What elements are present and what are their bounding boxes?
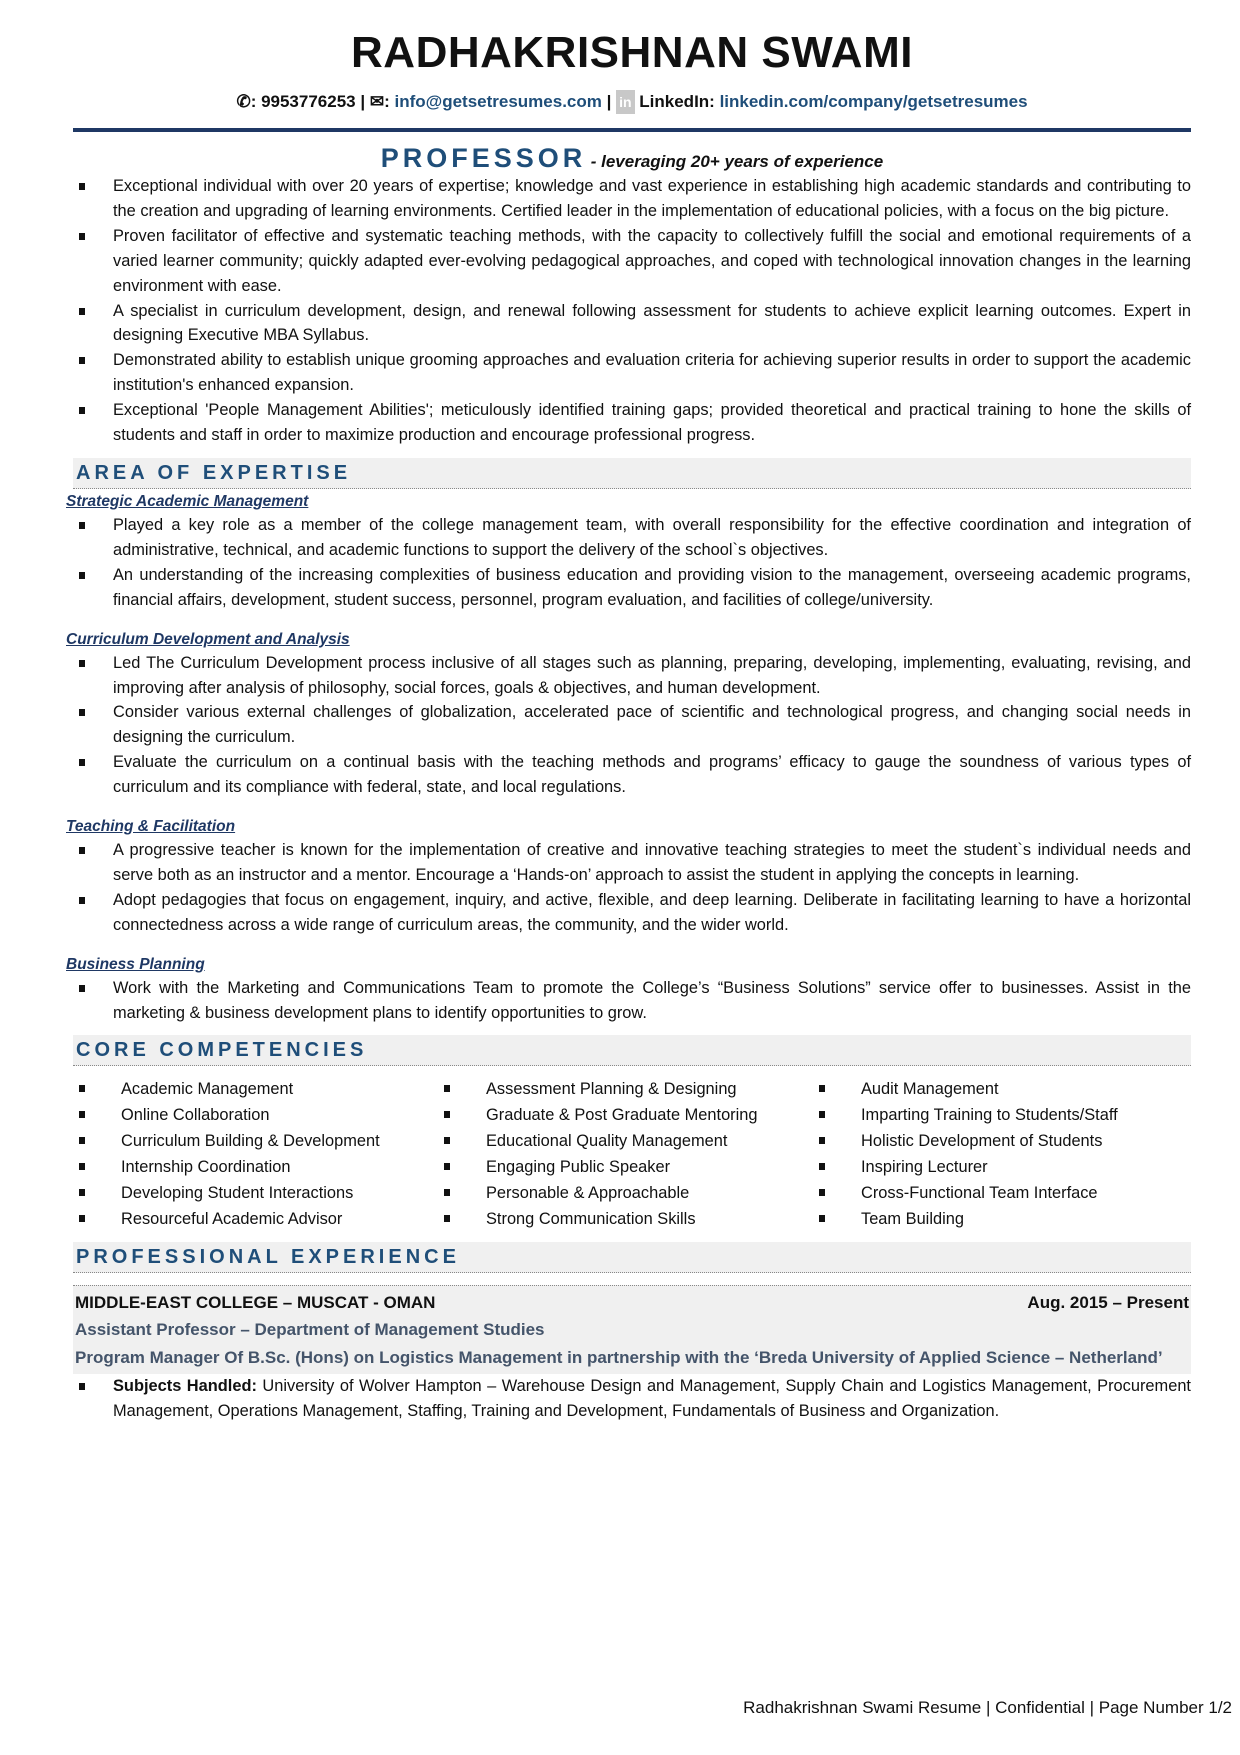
competency: Educational Quality Management bbox=[438, 1128, 813, 1154]
page-footer: Radhakrishnan Swami Resume | Confidential | Page Number 1/2 bbox=[743, 1698, 1232, 1717]
competency: Internship Coordination bbox=[73, 1154, 438, 1180]
summary-item: Exceptional individual with over 20 years of expertise; knowledge and vast experience in establishing high academic standards and contributing to the creation and upgrading of learning environments. Certified leader in the implementation of educational policies, with a focus on the big picture. bbox=[73, 174, 1191, 224]
competency: Graduate & Post Graduate Mentoring bbox=[438, 1102, 813, 1128]
expertise-list bbox=[73, 651, 1191, 800]
subheading: Business Planning bbox=[66, 955, 205, 973]
resume-page bbox=[66, 0, 1191, 1424]
contact-line bbox=[73, 90, 1191, 114]
job-subjects bbox=[73, 1374, 1191, 1424]
summary-item: Exceptional 'People Management Abilities'; meticulously identified training gaps; provided theoretical and practical training to hone the skills of students and staff in order to maximize production and encourage professional progress. bbox=[73, 398, 1191, 448]
subheading: Strategic Academic Management bbox=[66, 492, 309, 510]
list-item: Work with the Marketing and Communications Team to promote the College’s “Business Solutions” service offer to businesses. Assist in the marketing & business development plans to identify opportunities to grow. bbox=[73, 976, 1191, 1026]
linkedin-label: LinkedIn: bbox=[639, 92, 720, 111]
section-heading-competencies: CORE COMPETENCIES bbox=[73, 1035, 1191, 1066]
competency: Engaging Public Speaker bbox=[438, 1154, 813, 1180]
list-item: A progressive teacher is known for the implementation of creative and innovative teaching strategies to meet the student`s individual needs and serve both as an instructor and a mentor. Encourage a ‘Hands-on’ approach to assist the student in applying the concepts in learning. bbox=[73, 838, 1191, 888]
competency: Resourceful Academic Advisor bbox=[73, 1206, 438, 1232]
subjects-label: Subjects Handled: bbox=[113, 1377, 257, 1396]
expertise-list bbox=[73, 838, 1191, 938]
list-item: Played a key role as a member of the college management team, with overall responsibility for the effective coordination and integration of administrative, technical, and academic functions to support the delivery of the school`s objectives. bbox=[73, 513, 1191, 563]
competency: Online Collaboration bbox=[73, 1102, 438, 1128]
competency: Developing Student Interactions bbox=[73, 1180, 438, 1206]
competency: Audit Management bbox=[813, 1076, 1183, 1102]
job-organization: MIDDLE-EAST COLLEGE – MUSCAT - OMAN bbox=[75, 1293, 436, 1313]
competency: Team Building bbox=[813, 1206, 1183, 1232]
separator: | bbox=[601, 92, 617, 111]
competency: Inspiring Lecturer bbox=[813, 1154, 1183, 1180]
competency: Academic Management bbox=[73, 1076, 438, 1102]
list-item: Evaluate the curriculum on a continual basis with the teaching methods and programs’ efficacy to gauge the soundness of various types of curriculum and its compliance with federal, state, and local regulations. bbox=[73, 750, 1191, 800]
list-item: An understanding of the increasing complexities of business education and providing vision to the management, overseeing academic programs, financial affairs, development, student success, personnel, program evaluation, and facilities of college/university. bbox=[73, 563, 1191, 613]
phone: : 9953776253 | bbox=[250, 92, 370, 111]
competency: Curriculum Building & Development bbox=[73, 1128, 438, 1154]
subheading: Curriculum Development and Analysis bbox=[66, 630, 350, 648]
list-item: Led The Curriculum Development process inclusive of all stages such as planning, preparing, developing, implementing, evaluating, revising, and improving after analysis of philosophy, social forces, goals & objectives, and human development. bbox=[73, 651, 1191, 701]
subheading: Teaching & Facilitation bbox=[66, 818, 236, 836]
job-position: Assistant Professor – Department of Management Studies bbox=[75, 1320, 545, 1340]
linkedin-icon: in bbox=[616, 90, 634, 114]
email-sep: : bbox=[384, 92, 395, 111]
competency: Personable & Approachable bbox=[438, 1180, 813, 1206]
job-dates: Aug. 2015 – Present bbox=[1027, 1293, 1189, 1313]
competency: Imparting Training to Students/Staff bbox=[813, 1102, 1183, 1128]
email-link[interactable]: info@getsetresumes.com bbox=[394, 92, 602, 111]
subjects-text: University of Wolver Hampton – Warehouse Design and Management, Supply Chain and Logistics Management, Procurement Management, Operations Management, Staffing, Training and Development, Fundamentals of Business and Organization. bbox=[113, 1377, 1191, 1421]
competency: Assessment Planning & Designing bbox=[438, 1076, 813, 1102]
competency: Strong Communication Skills bbox=[438, 1206, 813, 1232]
summary-list bbox=[73, 174, 1191, 448]
envelope-icon: ✉ bbox=[369, 92, 385, 111]
section-heading-expertise: AREA OF EXPERTISE bbox=[73, 458, 1191, 489]
summary-item: Demonstrated ability to establish unique grooming approaches and evaluation criteria for achieving superior results in order to support the academic institution's enhanced expansion. bbox=[73, 348, 1191, 398]
expertise-list bbox=[73, 513, 1191, 613]
candidate-name: RADHAKRISHNAN SWAMI bbox=[351, 28, 913, 77]
list-item: Consider various external challenges of globalization, accelerated pace of scientific and technological progress, and changing social needs in designing the curriculum. bbox=[73, 700, 1191, 750]
summary-item: Proven facilitator of effective and systematic teaching methods, with the capacity to collectively fulfill the social and emotional requirements of a varied learner community; quickly adapted ever-evolving pedagogical approaches, and coped with technological innovation changes in the learning environment with ease. bbox=[73, 224, 1191, 299]
role-tagline: - leveraging 20+ years of experience bbox=[590, 152, 884, 171]
job-details bbox=[73, 1374, 1191, 1424]
job-position-secondary: Program Manager Of B.Sc. (Hons) on Logistics Management in partnership with the ‘Breda University of Applied Science – Netherland’ bbox=[75, 1348, 1163, 1368]
list-item: Adopt pedagogies that focus on engagement, inquiry, and active, flexible, and deep learning. Deliberate in facilitating learning to have a horizontal connectedness across a wide range of curriculum areas, the community, and the wider world. bbox=[73, 888, 1191, 938]
role-title: PROFESSOR bbox=[380, 143, 587, 173]
job-header bbox=[73, 1285, 1191, 1374]
header-divider bbox=[73, 128, 1191, 132]
phone-icon: ✆ bbox=[236, 92, 251, 111]
expertise-list bbox=[73, 976, 1191, 1026]
role-heading bbox=[73, 142, 1191, 174]
competencies-grid bbox=[73, 1076, 1191, 1232]
section-heading-experience: PROFESSIONAL EXPERIENCE bbox=[73, 1242, 1191, 1273]
linkedin-link[interactable]: linkedin.com/company/getsetresumes bbox=[719, 92, 1028, 111]
competency: Cross-Functional Team Interface bbox=[813, 1180, 1183, 1206]
competency: Holistic Development of Students bbox=[813, 1128, 1183, 1154]
summary-item: A specialist in curriculum development, design, and renewal following assessment for students to achieve explicit learning outcomes. Expert in designing Executive MBA Syllabus. bbox=[73, 299, 1191, 349]
